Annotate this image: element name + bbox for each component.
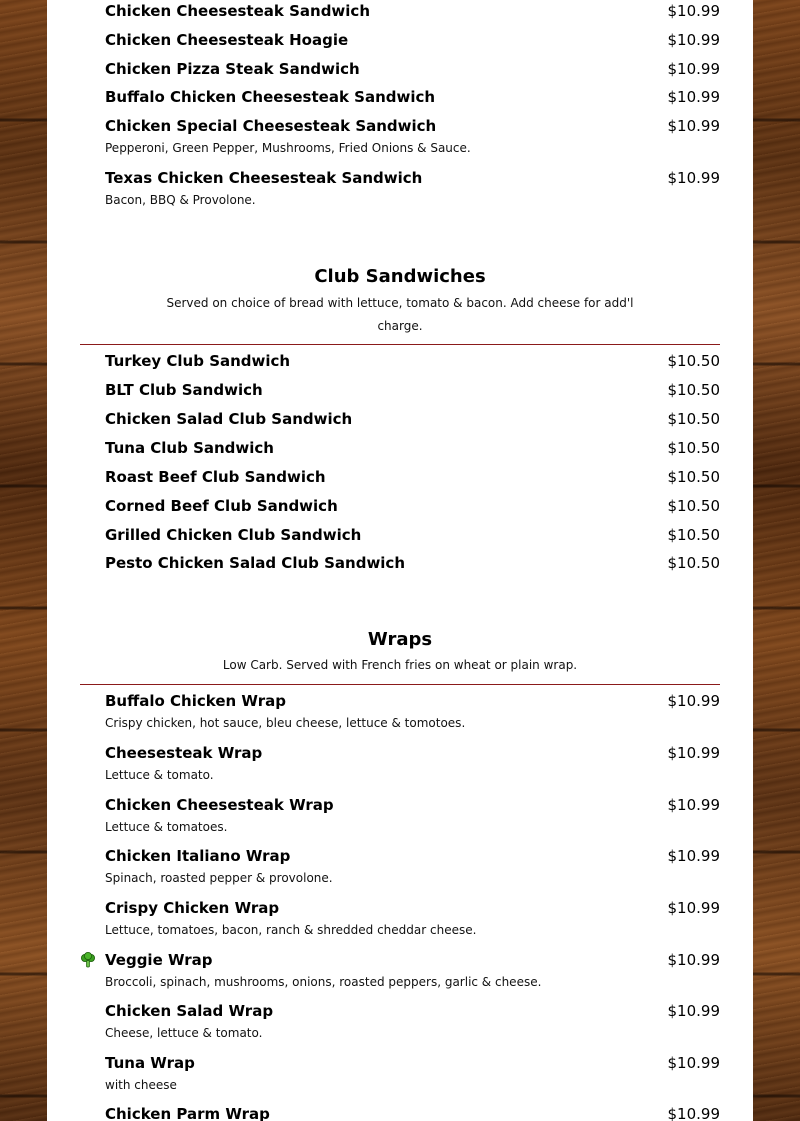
item-price: $10.50 [667, 410, 720, 428]
item-price: $10.50 [667, 352, 720, 370]
item-description: Lettuce, tomatoes, bacon, ranch & shredded cheddar cheese. [105, 923, 477, 937]
item-price: $10.99 [667, 796, 720, 814]
menu-page [47, 0, 753, 1121]
item-price: $10.50 [667, 439, 720, 457]
item-description: Cheese, lettuce & tomato. [105, 1026, 263, 1040]
item-price: $10.50 [667, 526, 720, 544]
item-name: Grilled Chicken Club Sandwich [105, 526, 362, 544]
item-name: Chicken Pizza Steak Sandwich [105, 60, 360, 78]
item-price: $10.99 [667, 169, 720, 187]
item-price: $10.50 [667, 554, 720, 572]
item-name: Tuna Wrap [105, 1054, 195, 1072]
item-name: Chicken Cheesesteak Sandwich [105, 2, 371, 20]
section-title-club-sandwiches: Club Sandwiches [314, 266, 486, 287]
item-name: Chicken Parm Wrap [105, 1105, 270, 1121]
item-price: $10.99 [667, 2, 720, 20]
item-price: $10.99 [667, 31, 720, 49]
item-name: Pesto Chicken Salad Club Sandwich [105, 554, 406, 572]
item-name: Corned Beef Club Sandwich [105, 497, 338, 515]
item-name: Veggie Wrap [105, 951, 213, 969]
item-price: $10.50 [667, 497, 720, 515]
section-description: Low Carb. Served with French fries on wheat or plain wrap. [222, 658, 578, 672]
item-price: $10.99 [667, 60, 720, 78]
item-name: Buffalo Chicken Cheesesteak Sandwich [105, 88, 436, 106]
item-name: Chicken Cheesesteak Hoagie [105, 31, 349, 49]
item-name: Buffalo Chicken Wrap [105, 692, 286, 710]
section-description [160, 292, 640, 338]
item-name: Chicken Italiano Wrap [105, 847, 291, 865]
item-name: Turkey Club Sandwich [105, 352, 291, 370]
item-price: $10.99 [667, 117, 720, 135]
section-divider [80, 684, 720, 685]
item-description: Bacon, BBQ & Provolone. [105, 193, 256, 207]
item-price: $10.99 [667, 899, 720, 917]
item-description: Crispy chicken, hot sauce, bleu cheese, lettuce & tomotoes. [105, 716, 466, 730]
item-price: $10.99 [667, 847, 720, 865]
item-name: Chicken Cheesesteak Wrap [105, 796, 334, 814]
item-description: Pepperoni, Green Pepper, Mushrooms, Fried Onions & Sauce. [105, 141, 471, 155]
item-name: Chicken Special Cheesesteak Sandwich [105, 117, 437, 135]
item-name: Chicken Salad Club Sandwich [105, 410, 353, 428]
wood-background-left [0, 0, 47, 1121]
item-name: Crispy Chicken Wrap [105, 899, 280, 917]
item-name: Texas Chicken Cheesesteak Sandwich [105, 169, 423, 187]
item-description: Lettuce & tomatoes. [105, 820, 228, 834]
wood-background-right [753, 0, 800, 1121]
section-description-line: charge. [377, 319, 423, 333]
item-price: $10.99 [667, 1105, 720, 1121]
item-price: $10.99 [667, 88, 720, 106]
section-title-wraps: Wraps [367, 629, 433, 650]
section-divider [80, 344, 720, 345]
item-price: $10.99 [667, 692, 720, 710]
item-description: with cheese [105, 1078, 177, 1092]
item-name: Chicken Salad Wrap [105, 1002, 274, 1020]
item-price: $10.50 [667, 381, 720, 399]
item-description: Lettuce & tomato. [105, 768, 214, 782]
item-name: Tuna Club Sandwich [105, 439, 274, 457]
item-price: $10.99 [667, 951, 720, 969]
section-description-line: Served on choice of bread with lettuce, tomato & bacon. Add cheese for add'l [166, 296, 634, 310]
item-name: Roast Beef Club Sandwich [105, 468, 326, 486]
broccoli-icon [80, 952, 96, 968]
item-price: $10.99 [667, 1054, 720, 1072]
item-price: $10.99 [667, 744, 720, 762]
item-name: Cheesesteak Wrap [105, 744, 263, 762]
item-price: $10.99 [667, 1002, 720, 1020]
item-name: BLT Club Sandwich [105, 381, 263, 399]
item-description: Spinach, roasted pepper & provolone. [105, 871, 333, 885]
item-description: Broccoli, spinach, mushrooms, onions, roasted peppers, garlic & cheese. [105, 975, 542, 989]
item-price: $10.50 [667, 468, 720, 486]
